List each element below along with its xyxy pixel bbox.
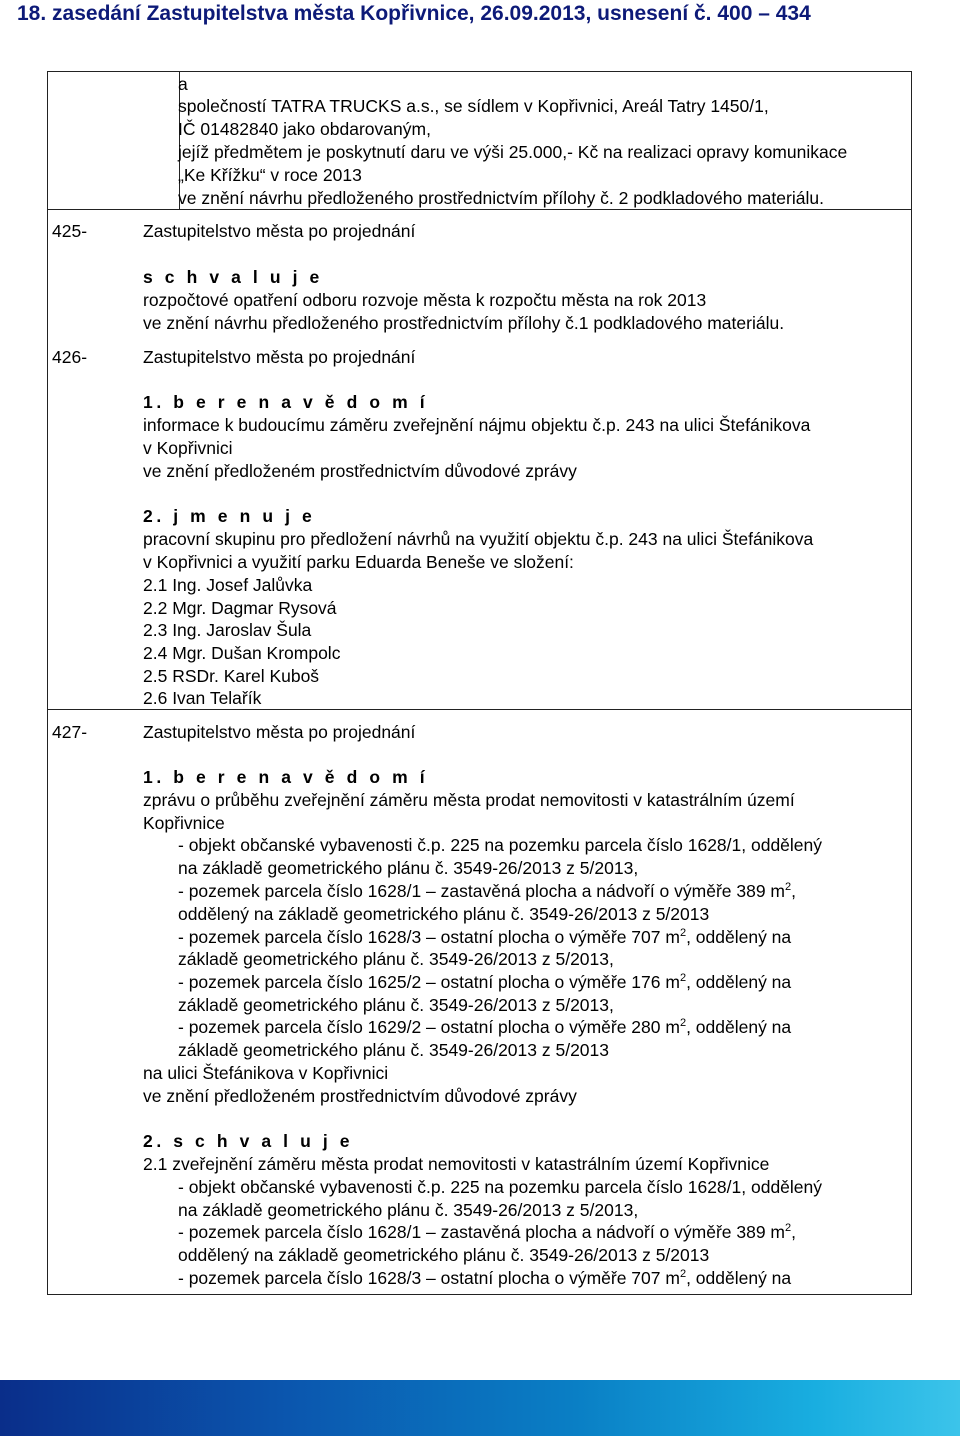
resolution-line: na ulici Štefánikova v Kopřivnici (143, 1063, 389, 1083)
prev-line: a (178, 74, 188, 94)
resolution-line: 2.1 zveřejnění záměru města prodat nemovitosti v katastrálním území Kopřivnice (143, 1154, 770, 1174)
resolution-line: v Kopřivnici (143, 438, 233, 458)
footer-gradient-bar (0, 1380, 960, 1436)
resolution-intro: Zastupitelstvo města po projednání (143, 722, 416, 742)
member-item: 2.6 Ivan Telařík (143, 688, 262, 708)
resolution-line: rozpočtové opatření odboru rozvoje města k rozpočtu města na rok 2013 (143, 290, 707, 310)
property-item: - pozemek parcela číslo 1628/1 – zastavěná plocha a nádvoří o výměře 389 $m^2$, (178, 1222, 797, 1242)
property-item: oddělený na základě geometrického plánu č. 3549-26/2013 z 5/2013 (178, 904, 710, 924)
member-item: 2.4 Mgr. Dušan Krompolc (143, 643, 341, 663)
resolution-line: v Kopřivnici a využití parku Eduarda Beneše ve složení: (143, 552, 574, 572)
property-item: základě geometrického plánu č. 3549-26/2013 z 5/2013, (178, 995, 614, 1015)
prev-line: společností TATRA TRUCKS a.s., se sídlem v Kopřivnici, Areál Tatry 1450/1, (178, 96, 769, 116)
member-item: 2.2 Mgr. Dagmar Rysová (143, 598, 337, 618)
property-item: na základě geometrického plánu č. 3549-26/2013 z 5/2013, (178, 1200, 639, 1220)
resolution-line: ve znění předloženém prostřednictvím důvodové zprávy (143, 461, 577, 481)
resolution-intro: Zastupitelstvo města po projednání (143, 347, 416, 367)
prev-line: IČ 01482840 jako obdarovaným, (178, 119, 431, 139)
row-divider (48, 209, 911, 210)
page-header-title: 18. zasedání Zastupitelstva města Kopřivnice, 26.09.2013, usnesení č. 400 – 434 (17, 2, 811, 25)
resolution-number-427: 427- (52, 722, 88, 742)
property-item: - pozemek parcela číslo 1628/1 – zastavěná plocha a nádvoří o výměře 389 $m^2$, (178, 881, 797, 901)
property-item: - pozemek parcela číslo 1629/2 – ostatní plocha o výměře 280 $m^2$, oddělený na (178, 1017, 792, 1037)
property-item: základě geometrického plánu č. 3549-26/2013 z 5/2013, (178, 949, 614, 969)
property-item: základě geometrického plánu č. 3549-26/2013 z 5/2013 (178, 1040, 609, 1060)
resolution-line: ve znění předloženém prostřednictvím důvodové zprávy (143, 1086, 577, 1106)
resolution-line: ve znění návrhu předloženého prostřednictvím přílohy č.1 podkladového materiálu. (143, 313, 785, 333)
resolution-line: Kopřivnice (143, 813, 225, 833)
resolution-line: pracovní skupinu pro předložení návrhů na využití objektu č.p. 243 na ulici Štefánikova (143, 529, 814, 549)
resolution-table (47, 71, 912, 1295)
resolution-number-426: 426- (52, 347, 88, 367)
prev-line: jejíž předmětem je poskytnutí daru ve výši 25.000,- Kč na realizaci opravy komunikace (178, 142, 848, 162)
property-item: - pozemek parcela číslo 1625/2 – ostatní plocha o výměře 176 $m^2$, oddělený na (178, 972, 792, 992)
resolution-verb: s c h v a l u j e (143, 267, 323, 287)
property-item: - pozemek parcela číslo 1628/3 – ostatní plocha o výměře 707 $m^2$, oddělený na (178, 1268, 792, 1288)
member-item: 2.1 Ing. Josef Jalůvka (143, 575, 313, 595)
resolution-line: zprávu o průběhu zveřejnění záměru města prodat nemovitosti v katastrálním území (143, 790, 795, 810)
resolution-number-425: 425- (52, 221, 88, 241)
resolution-heading: 2. s c h v a l u j e (143, 1131, 354, 1151)
property-item: oddělený na základě geometrického plánu č. 3549-26/2013 z 5/2013 (178, 1245, 710, 1265)
resolution-heading: 1. b e r e n a v ě d o m í (143, 767, 429, 787)
row-divider (48, 709, 911, 710)
resolution-line: informace k budoucímu záměru zveřejnění nájmu objektu č.p. 243 na ulici Štefánikova (143, 415, 811, 435)
prev-line: „Ke Křížku“ v roce 2013 (178, 165, 362, 185)
property-item: na základě geometrického plánu č. 3549-26/2013 z 5/2013, (178, 858, 639, 878)
member-item: 2.5 RSDr. Karel Kuboš (143, 666, 320, 686)
property-item: - pozemek parcela číslo 1628/3 – ostatní plocha o výměře 707 $m^2$, oddělený na (178, 927, 792, 947)
property-item: - objekt občanské vybavenosti č.p. 225 na pozemku parcela číslo 1628/1, oddělený (178, 1177, 823, 1197)
prev-line: ve znění návrhu předloženého prostřednictvím přílohy č. 2 podkladového materiálu. (178, 188, 824, 208)
resolution-heading: 2. j m e n u j e (143, 506, 316, 526)
property-item: - objekt občanské vybavenosti č.p. 225 na pozemku parcela číslo 1628/1, oddělený (178, 835, 823, 855)
member-item: 2.3 Ing. Jaroslav Šula (143, 620, 312, 640)
resolution-heading: 1. b e r e n a v ě d o m í (143, 392, 429, 412)
resolution-intro: Zastupitelstvo města po projednání (143, 221, 416, 241)
